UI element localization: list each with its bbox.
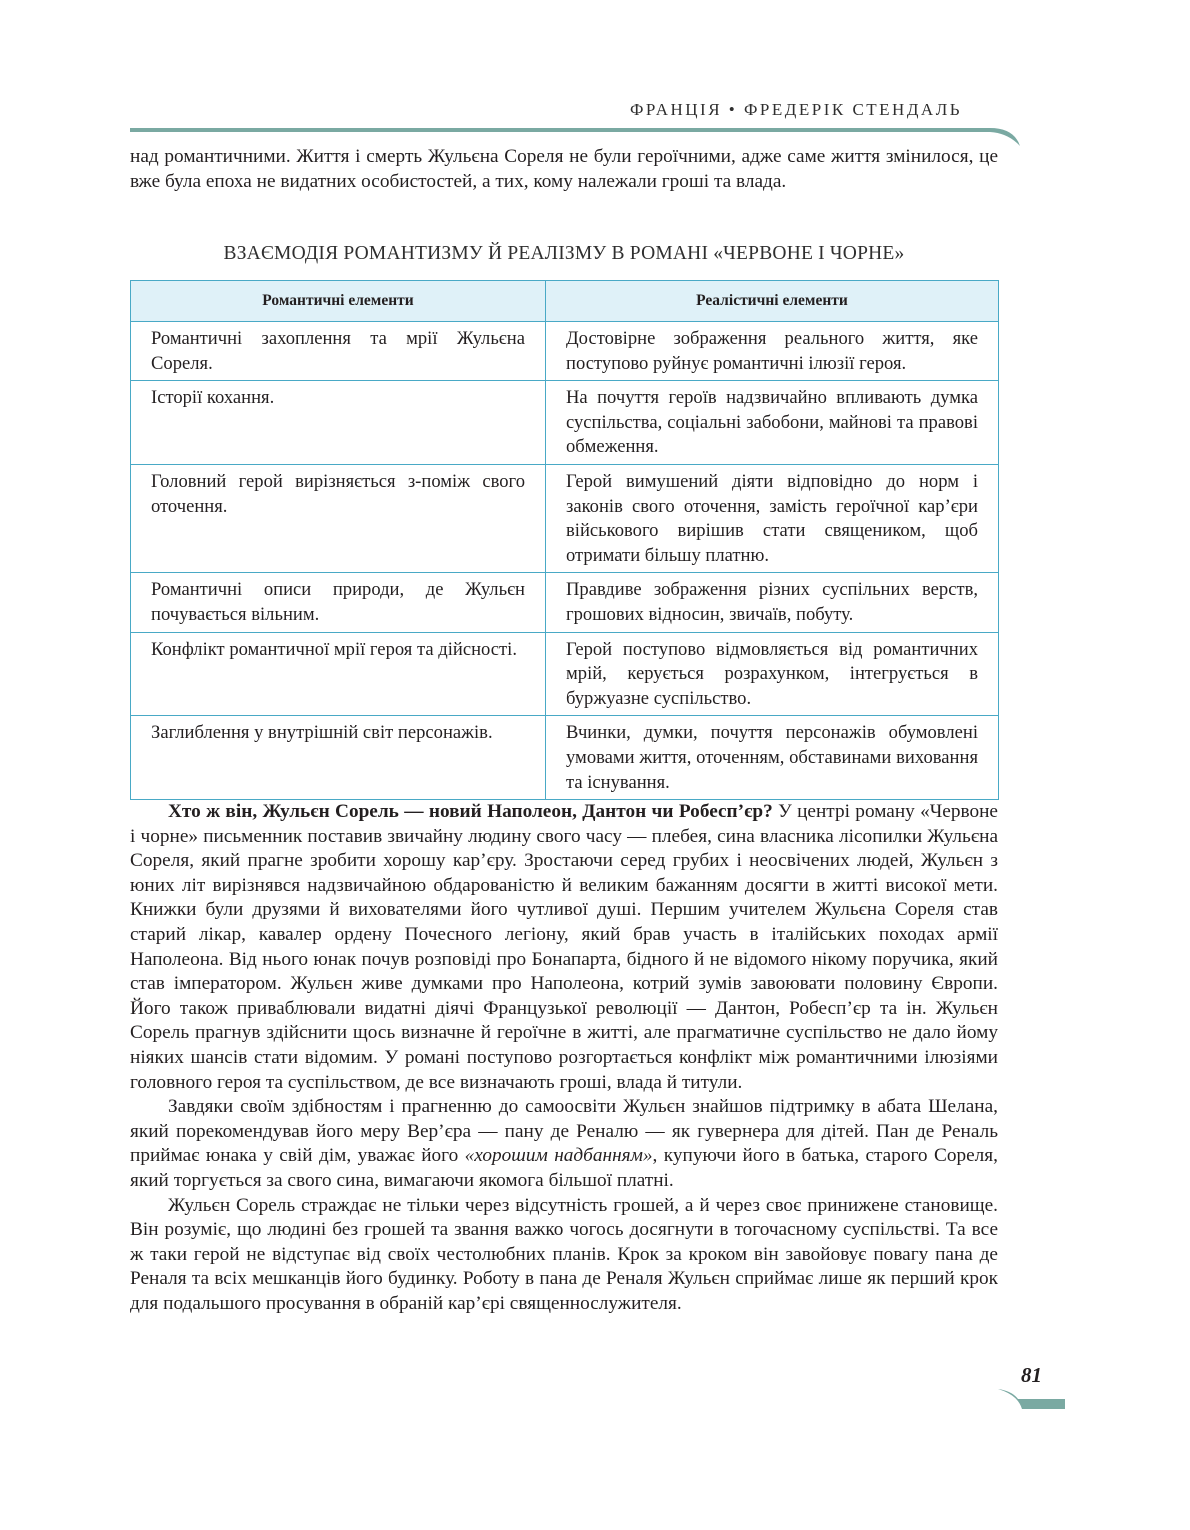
column-header-realistic: Реалістичні елементи: [546, 281, 999, 322]
paragraph-1-rest: У центрі роману «Червоне і чорне» письменник поставив звичайну людину свого часу — плебея, сина власника лісопилки Жульєна Сореля, який прагне зробити хорошу кар’єру. Зростаючи серед грубих і неосвічених людей, Жульєн з юних літ вирізнявся надзвичайною обдарованістю й великим бажанням досягти в житті високої мети. Книжки були друзями й вихователями його чутливої душі. Першим учителем Жульєна Сореля став старий лікар, кавалер ордену Почесного легіону, який брав участь в італійських походах армії Наполеона. Від нього юнак почув розповіді про Бонапарта, бідного й не відомого нікому поручика, який став імператором. Жульєн живе думками про Наполеона, котрий зумів завоювати половину Європи. Його також приваблювали видатні діячі Французької революції — Дантон, Робесп’єр та ін. Жульєн Сорель прагнув здійснити щось визначне й героїчне в житті, але прагматичне суспільство не дало йому ніяких шансів стати відомим. У романі поступово розгортається конфлікт між романтичними ілюзіями головного героя та суспільством, де все визначають гроші, влада й титули.: [130, 801, 998, 1093]
comparison-table: [130, 280, 999, 800]
paragraph-3: Жульєн Сорель страждає не тільки через відсутність грошей, а й через своє принижене становище. Він розуміє, що людині без грошей та звання важко чогось досягнути в тогочасному суспільстві. Та все ж таки герой не відступає від своїх честолюбних планів. Крок за кроком він завойовує повагу пана де Реналя та всіх мешканців його будинку. Роботу в пана де Реналя Жульєн сприймає лише як перший крок для подальшого просування в обраній кар’єрі священнослужителя.: [130, 1194, 998, 1314]
table-cell-realistic: Герой вимушений діяти відповідно до норм і законів свого оточення, замість героїчної кар’єри військового вирішив стати священиком, щоб отримати більшу платню.: [546, 464, 999, 572]
table-row: [131, 632, 999, 716]
page-corner-ornament: [990, 1385, 1070, 1415]
table-cell-realistic: На почуття героїв надзвичайно впливають думка суспільства, соціальні забобони, майнові та правові обмеження.: [546, 381, 999, 465]
table-cell-realistic: Достовірне зображення реального життя, яке поступово руйнує романтичні ілюзії героя.: [546, 322, 999, 381]
table-cell-romantic: Романтичні захоплення та мрії Жульєна Сореля.: [131, 322, 546, 381]
header-rule: [0, 0, 1190, 160]
table-cell-romantic: Конфлікт романтичної мрії героя та дійсності.: [131, 632, 546, 716]
running-header: ФРАНЦІЯ • ФРЕДЕРІК СТЕНДАЛЬ: [630, 100, 962, 119]
table-row: [131, 381, 999, 465]
column-header-romantic: Романтичні елементи: [131, 281, 546, 322]
table-row: [131, 573, 999, 632]
paragraph-1-lead: Хто ж він, Жульєн Сорель — новий Наполеон, Дантон чи Робесп’єр?: [168, 801, 773, 822]
table-cell-realistic: Правдиве зображення різних суспільних верств, грошових відносин, звичаїв, побуту.: [546, 573, 999, 632]
body-text: [130, 800, 998, 1316]
paragraph-1: [130, 800, 998, 1095]
table-row: [131, 322, 999, 381]
paragraph-2-text: Завдяки своїм здібностям і прагненню до самоосвіти Жульєн знайшов підтримку в абата Шелана, який порекомендував його меру Вер’єра — пану де Реналю — як гувернера для дітей. Пан де Реналь приймає юнака у свій дім, уважає його: [130, 1096, 998, 1167]
page-number: 81: [1021, 1363, 1042, 1387]
table-header-row: [131, 281, 999, 322]
table-cell-romantic: Головний герой вирізняється з-поміж свого оточення.: [131, 464, 546, 572]
paragraph-2-quote: «хорошим надбанням»: [464, 1145, 653, 1167]
intro-paragraph: над романтичними. Життя і смерть Жульєна Сореля не були героїчними, адже саме життя змінилося, це вже була епоха не видатних особистостей, а тих, кому належали гроші та влада.: [130, 146, 998, 192]
table-row: [131, 716, 999, 800]
table-cell-romantic: Заглиблення у внутрішній світ персонажів.: [131, 716, 546, 800]
table-cell-romantic: Історії кохання.: [131, 381, 546, 465]
paragraph-2: [130, 1095, 998, 1193]
table-cell-realistic: Вчинки, думки, почуття персонажів обумовлені умовами життя, оточенням, обставинами виховання та існування.: [546, 716, 999, 800]
table-row: [131, 464, 999, 572]
table-title: ВЗАЄМОДІЯ РОМАНТИЗМУ Й РЕАЛІЗМУ В РОМАНІ «ЧЕРВОНЕ І ЧОРНЕ»: [223, 243, 905, 264]
table-cell-realistic: Герой поступово відмовляється від романтичних мрій, керується розрахунком, інтегрується в буржуазне суспільство.: [546, 632, 999, 716]
table-cell-romantic: Романтичні описи природи, де Жульєн почувається вільним.: [131, 573, 546, 632]
paragraph-2-text-end: , купуючи його в батька, старого Сореля, який торгується за свого сина, вимагаючи якомога більшої платні.: [130, 1145, 998, 1191]
